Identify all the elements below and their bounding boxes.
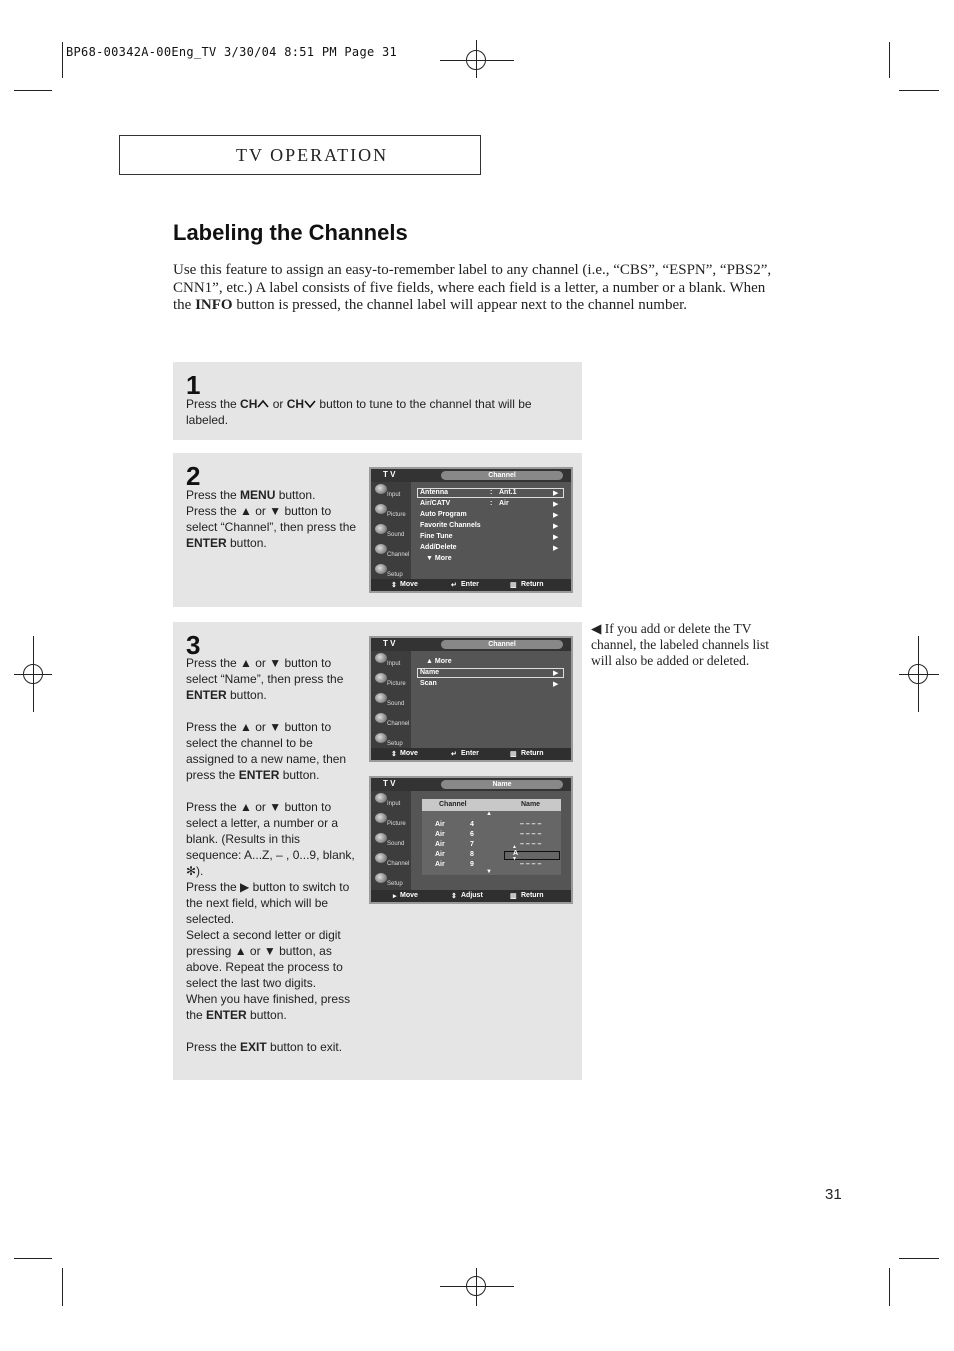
arrow-right-icon: ▶ <box>553 490 559 497</box>
step-3-text <box>186 655 358 1055</box>
intro-text-end: button is pressed, the channel label will appear next to the channel number. <box>232 297 688 313</box>
channel-icon <box>375 713 387 723</box>
print-header: BP68-00342A-00Eng_TV 3/30/04 8:51 PM Page 31 <box>66 45 398 59</box>
step-3-panel <box>173 622 582 1080</box>
step-text: Select a second letter or digit pressing ▲ or ▼ button, as above. Repeat the process to select the last two digits. <box>186 928 343 990</box>
chevron-up-icon <box>257 399 269 408</box>
osd-footer <box>371 890 571 902</box>
row-name: – – – – <box>520 861 542 868</box>
scroll-up-icon: ▲ <box>486 811 492 817</box>
crop-mark <box>889 42 890 78</box>
osd-title-bar <box>371 638 571 651</box>
osd-sidebar-picture <box>373 504 410 522</box>
osd-tv-label: T V <box>383 779 396 788</box>
arrow-right-icon: ▶ <box>553 670 559 677</box>
osd-sidebar-picture <box>373 673 410 691</box>
enter-icon: ↵ <box>451 751 457 758</box>
registration-mark <box>908 664 928 684</box>
osd-footer <box>371 748 571 760</box>
col-name: Name <box>521 801 541 808</box>
table-row <box>422 831 561 841</box>
intro-info-bold: INFO <box>195 297 233 313</box>
step-number: 1 <box>186 370 201 400</box>
osd-tab: Name <box>441 780 563 789</box>
updown-icon: ⇕ <box>451 893 457 900</box>
row-num: 8 <box>470 851 474 858</box>
step-2-text <box>186 487 358 551</box>
row-type: Air <box>435 821 445 828</box>
step-text: Press the <box>186 1040 241 1054</box>
sidebar-label: Sound <box>387 841 405 847</box>
osd-more-indicator: ▲ More <box>426 658 452 665</box>
osd-sidebar-input <box>373 653 410 671</box>
row-name: – – – – <box>520 841 542 848</box>
sidebar-label: Setup <box>387 881 403 887</box>
footer-return: Return <box>521 581 544 588</box>
footer-move: Move <box>400 581 418 588</box>
table-row <box>422 821 561 831</box>
table-header <box>422 799 561 811</box>
enter-label: ENTER <box>238 768 280 782</box>
osd-sidebar-sound <box>373 524 410 542</box>
sidebar-label: Sound <box>387 701 405 707</box>
menu-item-label: Add/Delete <box>420 544 457 551</box>
osd-tv-label: T V <box>383 470 396 479</box>
crop-mark <box>62 42 63 78</box>
menu-item-label: Air/CATV <box>420 500 451 507</box>
osd-menu-item <box>420 522 481 529</box>
sound-icon <box>375 524 387 534</box>
osd-sidebar <box>371 651 411 748</box>
footer-return: Return <box>521 892 544 899</box>
osd-menu-item <box>420 511 467 518</box>
step-2-panel <box>173 453 582 607</box>
osd-sidebar <box>371 791 411 890</box>
sidebar-label: Channel <box>387 721 410 727</box>
scroll-down-icon: ▼ <box>512 856 517 862</box>
step-text: Press the ▲ or ▼ button to select the channel to be assigned to a new name, then press the <box>186 720 347 782</box>
row-name: A <box>513 850 519 857</box>
channel-icon <box>375 853 387 863</box>
sidebar-label: Picture <box>387 681 406 687</box>
step-text: Press the ▶ button to switch to the next field, which will be selected. <box>186 880 350 926</box>
osd-menu-item <box>420 533 453 540</box>
row-type: Air <box>435 861 445 868</box>
osd-name-screen <box>369 776 573 904</box>
crop-mark <box>899 1258 939 1259</box>
chevron-down-icon <box>304 399 316 408</box>
scroll-down-icon: ▼ <box>486 869 492 875</box>
osd-menu-item <box>420 500 509 507</box>
osd-sidebar-sound <box>373 693 410 711</box>
arrow-right-icon: ▶ <box>553 523 559 530</box>
osd-sidebar-input <box>373 793 410 811</box>
menu-item-label: Favorite Channels <box>420 522 481 529</box>
channel-icon <box>375 544 387 554</box>
enter-icon: ↵ <box>451 582 457 589</box>
arrow-right-icon: ▶ <box>553 534 559 541</box>
registration-mark <box>466 50 486 70</box>
osd-tab: Channel <box>441 640 563 649</box>
osd-channel-menu-more <box>369 636 573 762</box>
row-type: Air <box>435 831 445 838</box>
picture-icon <box>375 673 387 683</box>
sidebar-label: Picture <box>387 512 406 518</box>
sidebar-label: Setup <box>387 741 403 747</box>
page-number: 31 <box>825 1186 842 1203</box>
step-text: button. <box>226 688 267 702</box>
footer-enter: Enter <box>461 750 479 757</box>
return-icon: ▥ <box>510 751 517 758</box>
sidebar-label: Picture <box>387 821 406 827</box>
enter-label: ENTER <box>206 1008 247 1022</box>
osd-sidebar <box>371 482 411 579</box>
registration-mark <box>466 1276 486 1296</box>
footer-return: Return <box>521 750 544 757</box>
setup-icon <box>375 564 387 574</box>
step-text: Press the ▲ or ▼ button to select a letter, a number or a blank. (Results in this sequence: A...Z, – , 0...9, blank, ✻). <box>186 800 355 878</box>
osd-title-bar <box>371 778 571 791</box>
arrow-right-icon: ▶ <box>553 681 559 688</box>
step-text: When you have finished, press the <box>186 992 351 1022</box>
osd-footer <box>371 579 571 591</box>
step-text: button. <box>275 488 316 502</box>
arrow-right-icon: ▶ <box>553 512 559 519</box>
osd-sidebar-channel <box>373 853 410 871</box>
arrow-right-icon: ▶ <box>553 501 559 508</box>
arrow-right-icon: ▶ <box>553 545 559 552</box>
osd-sidebar-setup <box>373 873 410 891</box>
menu-item-colon: : <box>490 489 493 496</box>
menu-item-value: Air <box>499 500 509 507</box>
ch-label: CH <box>286 397 305 411</box>
scroll-up-icon: ▲ <box>512 844 517 850</box>
menu-item-colon: : <box>490 500 493 507</box>
intro-text: Use this feature to assign an easy-to-remember label to any channel (i.e., “CBS”, “ESPN”, “PBS2”, CNN1”, etc.) A label consists of five fields, where each field is a letter, a number or a blank. When the <box>173 262 772 313</box>
section-header <box>119 135 481 175</box>
footer-enter: Enter <box>461 581 479 588</box>
registration-mark <box>23 664 43 684</box>
osd-menu-item <box>420 489 517 496</box>
channel-name-table <box>422 799 561 875</box>
crop-mark <box>889 1268 890 1306</box>
osd-sidebar-channel <box>373 713 410 731</box>
page-title: Labeling the Channels <box>173 220 408 245</box>
input-icon <box>375 484 387 494</box>
step-number: 2 <box>186 461 201 491</box>
updown-icon: ⇕ <box>391 751 397 758</box>
return-icon: ▥ <box>510 893 517 900</box>
footer-move: Move <box>400 750 418 757</box>
sidebar-label: Input <box>387 801 401 807</box>
intro-paragraph <box>173 262 783 315</box>
col-channel: Channel <box>439 801 467 808</box>
osd-tab: Channel <box>441 471 563 480</box>
ch-label: CH <box>240 397 258 411</box>
setup-icon <box>375 873 387 883</box>
sidebar-label: Channel <box>387 552 410 558</box>
sound-icon <box>375 693 387 703</box>
sidebar-label: Channel <box>387 861 410 867</box>
row-num: 9 <box>470 861 474 868</box>
sidebar-label: Input <box>387 661 401 667</box>
sound-icon <box>375 833 387 843</box>
osd-title-bar <box>371 469 571 482</box>
step-text: button to exit. <box>266 1040 343 1054</box>
input-icon <box>375 653 387 663</box>
crop-mark <box>14 90 52 91</box>
step-text: button to tune to the channel that will be labeled. <box>186 397 532 427</box>
picture-icon <box>375 813 387 823</box>
enter-label: ENTER <box>186 536 227 550</box>
exit-label: EXIT <box>240 1040 267 1054</box>
step-1-text <box>186 396 546 428</box>
table-row <box>422 841 561 851</box>
footer-adjust: Adjust <box>461 892 483 899</box>
updown-icon: ⇕ <box>391 582 397 589</box>
menu-item-label: Auto Program <box>420 511 467 518</box>
crop-mark <box>62 1268 63 1306</box>
row-num: 7 <box>470 841 474 848</box>
sidebar-label: Setup <box>387 572 403 578</box>
picture-icon <box>375 504 387 514</box>
return-icon: ▥ <box>510 582 517 589</box>
step-text: Press the <box>186 397 241 411</box>
osd-menu-item <box>420 544 457 551</box>
step-text: Press the ▲ or ▼ button to select “Name”, then press the <box>186 656 344 686</box>
step-text: or <box>269 397 287 411</box>
side-note: ◀ If you add or delete the TV channel, the labeled channels list will also be added or deleted. <box>591 621 770 668</box>
row-num: 4 <box>470 821 474 828</box>
row-name: – – – – <box>520 821 542 828</box>
crop-mark <box>14 1258 52 1259</box>
table-row-selected <box>422 844 561 862</box>
step-text: button. <box>279 768 320 782</box>
row-type: Air <box>435 851 445 858</box>
osd-menu-item: Scan <box>420 680 437 687</box>
step-text: Press the <box>186 488 241 502</box>
osd-sidebar-channel <box>373 544 410 562</box>
osd-channel-menu <box>369 467 573 593</box>
osd-sidebar-input <box>373 484 410 502</box>
step-1-panel <box>173 362 582 440</box>
step-text: Press the ▲ or ▼ button to select “Channel”, then press the <box>186 504 357 534</box>
osd-sidebar-sound <box>373 833 410 851</box>
menu-label: MENU <box>240 488 276 502</box>
step-text: button. <box>226 536 267 550</box>
row-type: Air <box>435 841 445 848</box>
menu-item-label: Antenna <box>420 489 448 496</box>
input-icon <box>375 793 387 803</box>
osd-tv-label: T V <box>383 639 396 648</box>
step-text: button. <box>246 1008 287 1022</box>
setup-icon <box>375 733 387 743</box>
osd-more-indicator: ▼ More <box>426 555 452 562</box>
arrow-right-icon: ▸ <box>393 893 397 900</box>
step-number: 3 <box>186 630 201 660</box>
row-num: 6 <box>470 831 474 838</box>
sidebar-label: Input <box>387 492 401 498</box>
section-title: TV OPERATION <box>236 145 389 165</box>
menu-item-value: Ant.1 <box>499 489 517 496</box>
osd-sidebar-picture <box>373 813 410 831</box>
crop-mark <box>899 90 939 91</box>
row-name: – – – – <box>520 831 542 838</box>
osd-menu-item: Name <box>420 669 440 676</box>
sidebar-label: Sound <box>387 532 405 538</box>
footer-move: Move <box>400 892 418 899</box>
menu-item-label: Fine Tune <box>420 533 453 540</box>
enter-label: ENTER <box>186 688 227 702</box>
